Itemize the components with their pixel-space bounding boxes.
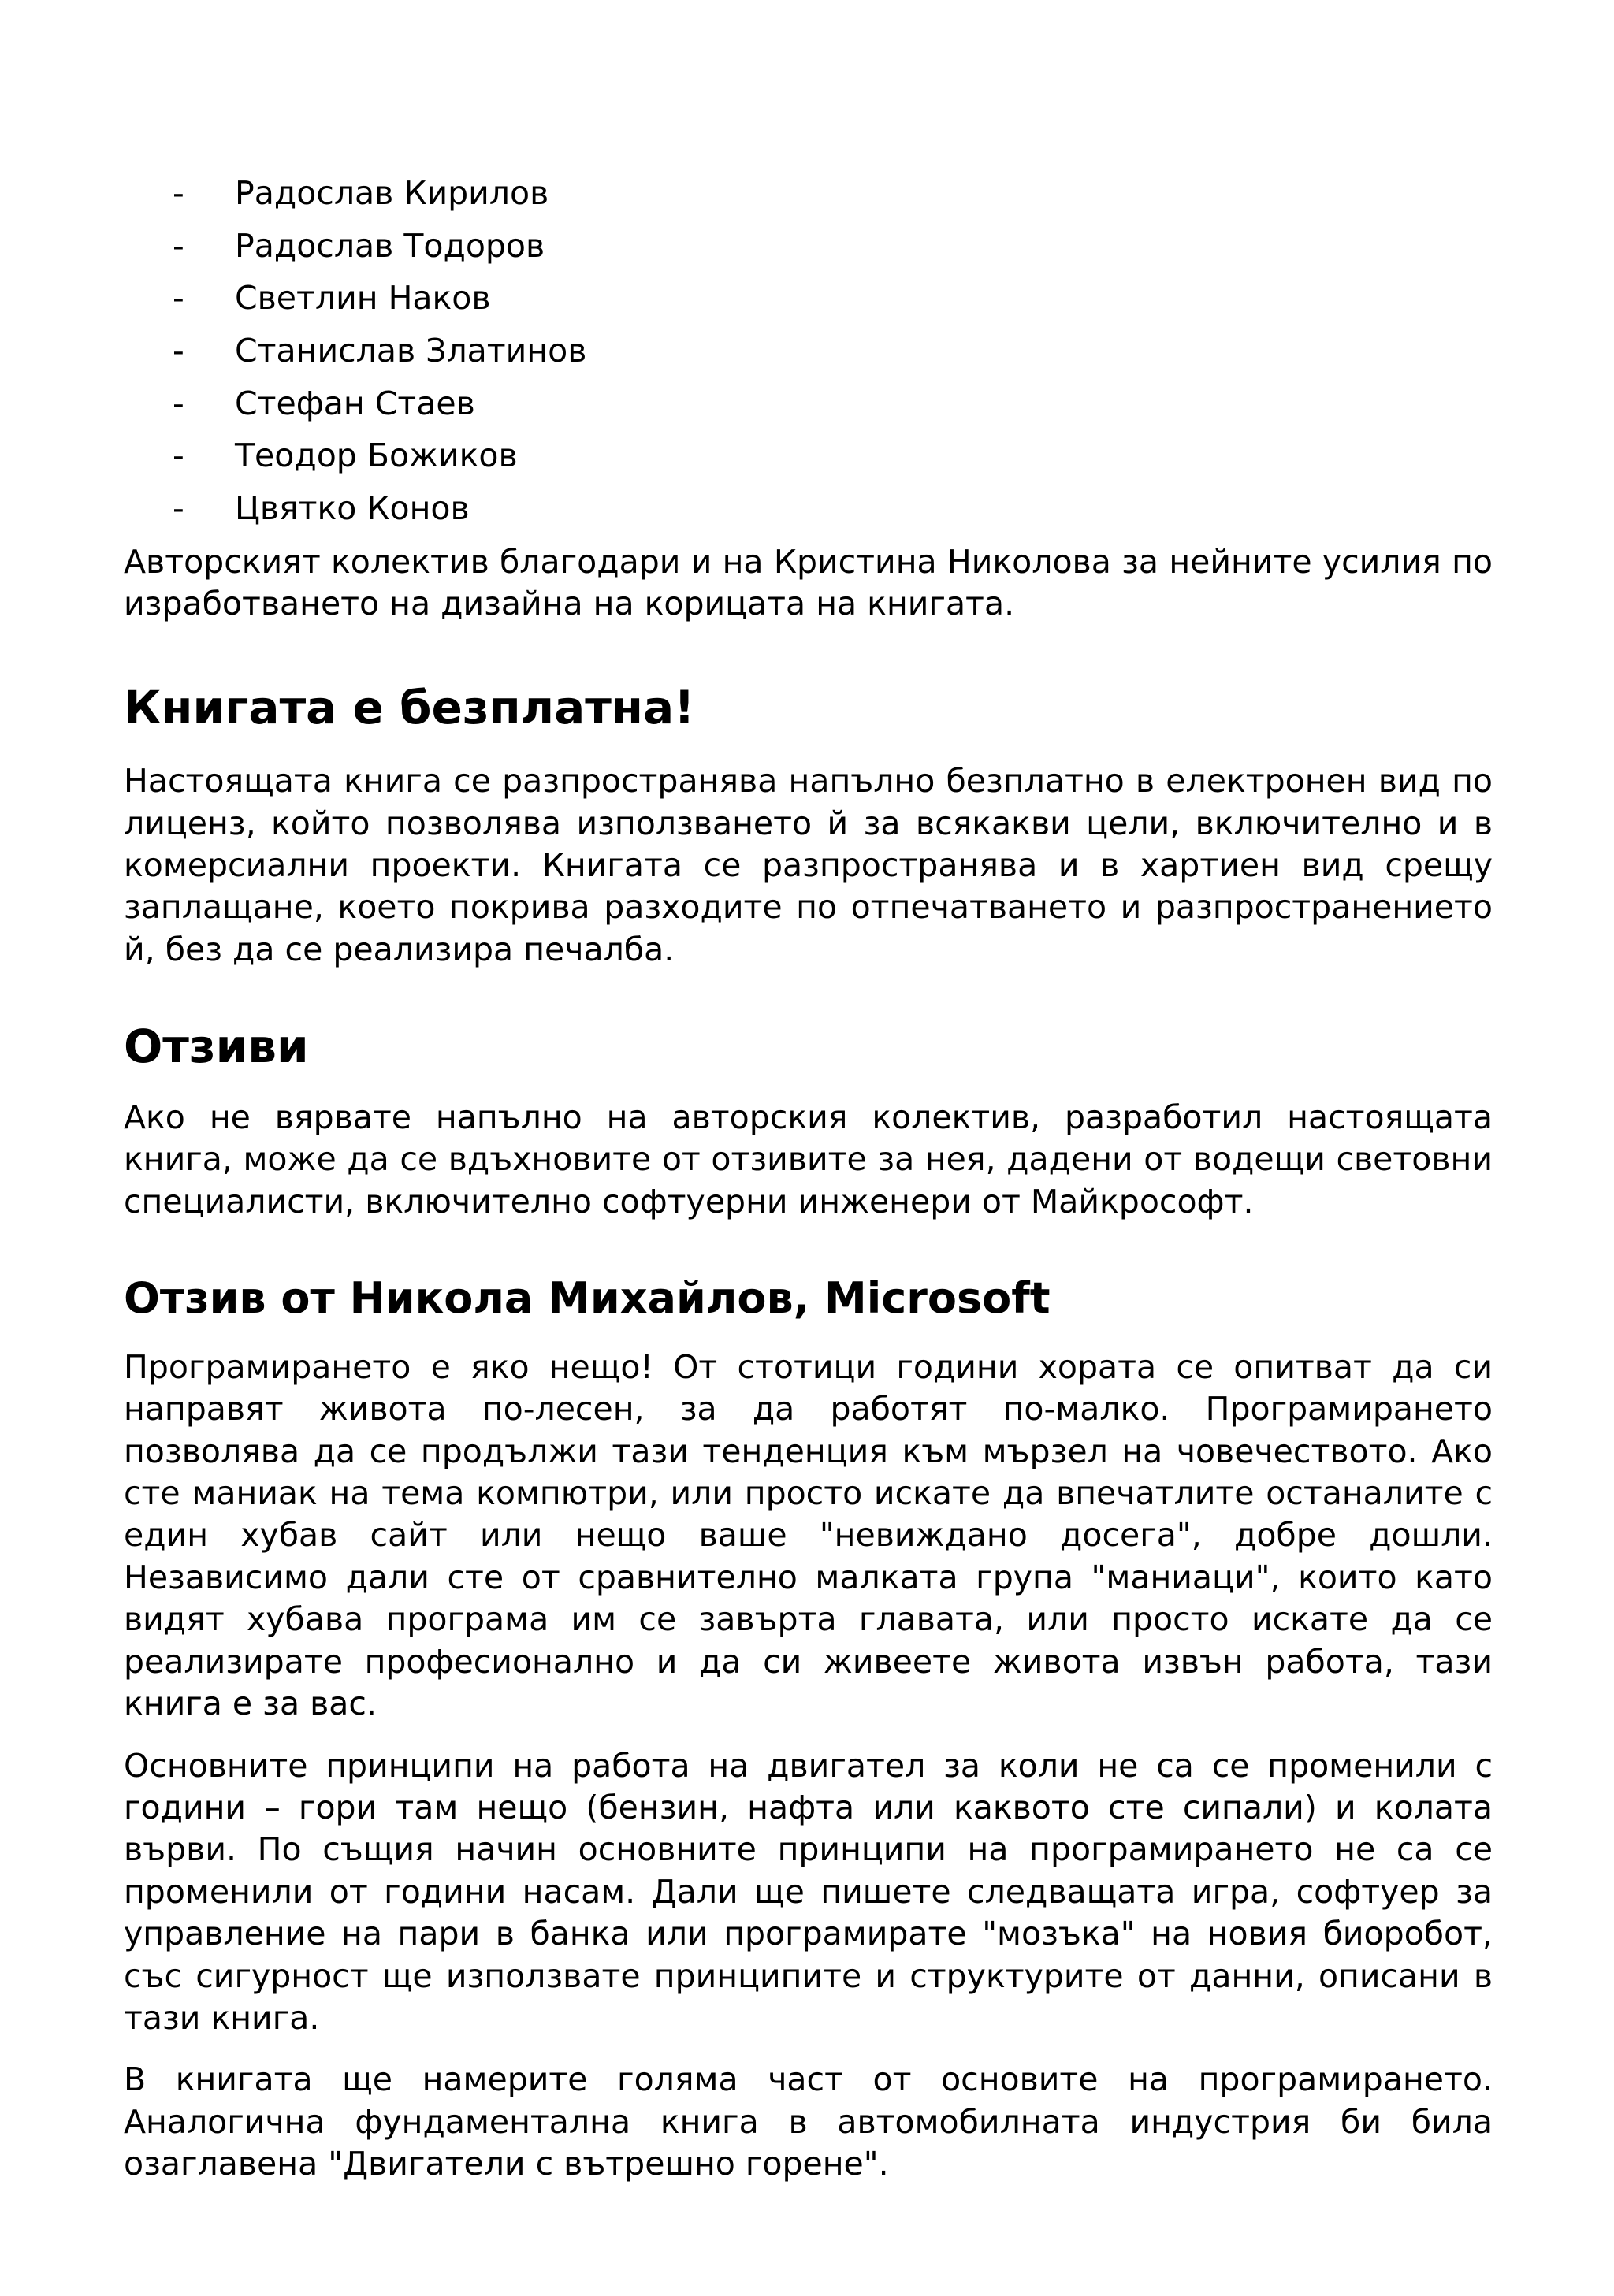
free-paragraph: Настоящата книга се разпространява напълно безплатно в електронен вид по лиценз, който позволява използването й за всякакви цели, включително и в комерсиални проекти. Книгата се разпространява и в хартиен вид срещу заплащане, което покрива разходите по отпечатването и разпространението й, без да се реализира печалба.: [124, 762, 1493, 968]
dash-bullet: -: [173, 489, 184, 528]
list-item: [124, 325, 1493, 377]
list-item: [124, 220, 1493, 273]
review-paragraph-2: Основните принципи на работа на двигател за коли не са се променили с години – гори там нещо (бензин, нафта или каквото сте сипали) и колата върви. По същия начин основните принципи на програмирането не са се променили от години насам. Дали ще пишете следващата игра, софтуер за управление на пари в банка или програмирате "мозъка" на новия биоробот, със сигурност ще използвате принципите и структурите от данни, описани в тази книга.: [124, 1746, 1493, 2037]
list-item: [124, 272, 1493, 325]
contributor-name: Стефан Стаев: [235, 384, 475, 422]
contributor-name: Радослав Кирилов: [235, 174, 549, 212]
section-heading-review-mihaylov: Отзив от Никола Михайлов, Microsoft: [124, 1273, 1051, 1324]
list-item: [124, 377, 1493, 430]
contributor-name: Светлин Наков: [235, 279, 491, 318]
contributors-list: [124, 167, 1493, 535]
section-heading-free: Книгата е безплатна!: [124, 680, 695, 734]
contributor-name: Теодор Божиков: [235, 437, 518, 475]
thanks-paragraph: Авторският колектив благодари и на Кристина Николова за нейните усилия по изработването на дизайна на корицата на книгата.: [124, 542, 1493, 623]
contributor-name: Радослав Тодоров: [235, 226, 545, 265]
dash-bullet: -: [173, 384, 184, 422]
dash-bullet: -: [173, 279, 184, 318]
dash-bullet: -: [173, 437, 184, 475]
list-item: [124, 429, 1493, 482]
dash-bullet: -: [173, 174, 184, 212]
dash-bullet: -: [173, 226, 184, 265]
dash-bullet: -: [173, 332, 184, 370]
section-heading-reviews: Отзиви: [124, 1020, 309, 1074]
reviews-paragraph: Ако не вярвате напълно на авторския колектив, разработил настоящата книга, може да се вдъхновите от отзивите за нея, дадени от водещи световни специалисти, включително софтуерни инженери от Майкрософт.: [124, 1098, 1493, 1220]
review-paragraph-3: В книгата ще намерите голяма част от основите на програмирането. Аналогична фундаментална книга в автомобилната индустрия би била озаглавена "Двигатели с вътрешно горене".: [124, 2060, 1493, 2183]
review-paragraph-1: Програмирането е яко нещо! От стотици години хората се опитват да си направят живота по-лесен, за да работят по-малко. Програмирането позволява да се продължи тази тенденция към мързел на човечеството. Ако сте маниак на тема компютри, или просто искате да впечатлите останалите с един хубав сайт или нещо ваше "невиждано досега", добре дошли. Независимо дали сте от сравнително малката група "маниаци", които като видят хубава програма им се завърта главата, или просто искате да се реализирате професионално и да си живеете живота извън работа, тази книга е за вас.: [124, 1347, 1493, 1723]
contributor-name: Станислав Златинов: [235, 332, 587, 370]
document-page: [124, 167, 1493, 2186]
list-item: [124, 167, 1493, 220]
list-item: [124, 482, 1493, 535]
contributor-name: Цвятко Конов: [235, 489, 470, 528]
